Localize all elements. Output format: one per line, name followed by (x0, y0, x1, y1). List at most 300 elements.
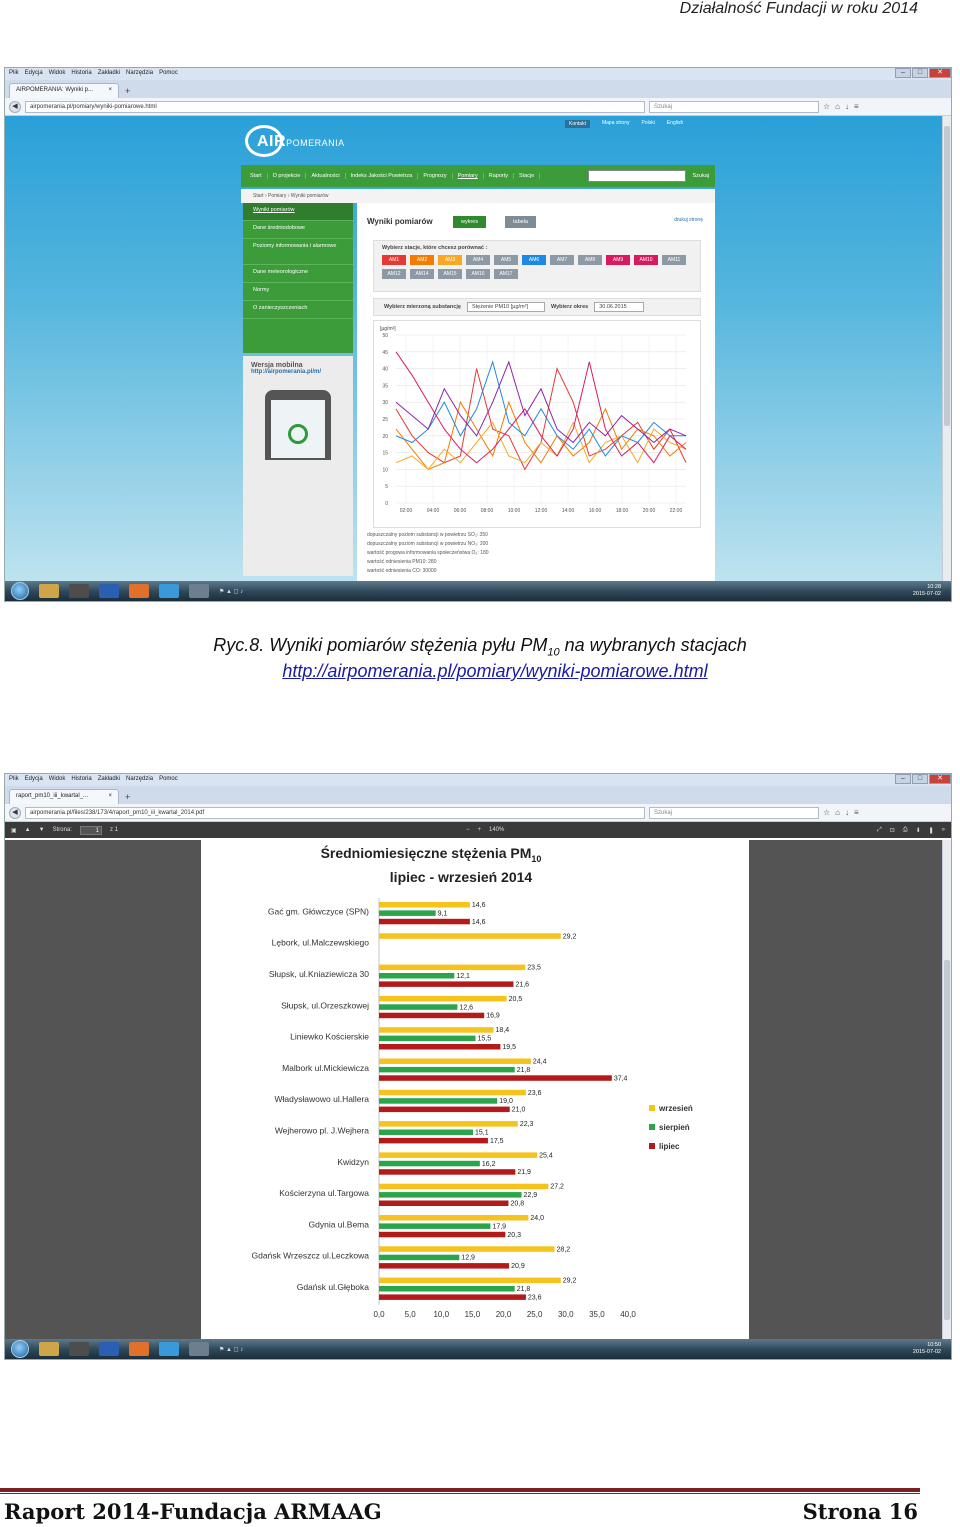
station-button[interactable]: AM8 (578, 255, 602, 265)
top-link-english[interactable]: English (666, 120, 684, 126)
menu-item[interactable]: Plik (9, 70, 19, 76)
browser-tabbar (5, 80, 951, 98)
word-icon[interactable] (99, 584, 119, 598)
legend-label: wrzesień (659, 1104, 693, 1113)
category-label: Gać gm. Główczyce (SPN) (267, 906, 369, 917)
system-tray-icons[interactable]: ⚑ ▲ ◻ ♪ (219, 588, 244, 595)
data-label: 23,5 (527, 964, 541, 972)
vertical-scrollbar[interactable] (942, 840, 951, 1341)
bar (379, 965, 525, 971)
data-label: 21,9 (517, 1169, 531, 1177)
data-label: 19,0 (499, 1098, 513, 1106)
stations-selector (373, 240, 701, 292)
firefox-icon[interactable] (129, 1342, 149, 1356)
data-label: 24,4 (532, 1058, 547, 1066)
bar (379, 1215, 528, 1221)
bar (379, 1130, 473, 1136)
bar (379, 1161, 480, 1167)
bar (379, 1138, 488, 1144)
data-label: 22,3 (519, 1121, 534, 1129)
zoom-in-icon[interactable]: + (477, 827, 481, 833)
download-icon[interactable]: ↓ (845, 808, 850, 817)
new-tab-icon[interactable]: + (125, 792, 131, 802)
internet-explorer-icon[interactable] (159, 1342, 179, 1356)
firefox-icon[interactable] (129, 584, 149, 598)
bar (379, 1223, 490, 1229)
bar (379, 1075, 612, 1081)
station-button[interactable]: AM16 (466, 269, 490, 279)
x-tick-label: 25,0 (526, 1309, 543, 1319)
new-tab-icon[interactable]: + (125, 86, 131, 96)
data-label: 17,9 (492, 1223, 507, 1231)
footer-rule-thick (0, 1488, 920, 1492)
site-main-nav (241, 165, 715, 187)
data-label: 29,2 (562, 1277, 577, 1285)
site-top-links (565, 120, 683, 128)
data-label: 12,6 (459, 1004, 474, 1012)
menu-item[interactable]: Plik (9, 776, 19, 782)
bar (379, 973, 454, 979)
open-icon[interactable]: ⊡ (889, 827, 895, 834)
zoom-out-icon[interactable]: − (465, 827, 470, 833)
zoom-level[interactable]: 140% (488, 827, 505, 833)
home-icon[interactable]: ⌂ (835, 808, 841, 817)
phone-icon (265, 390, 331, 460)
station-button[interactable]: AM17 (494, 269, 518, 279)
browser-search-input[interactable]: Szukaj (649, 101, 819, 113)
menu-item[interactable]: Historia (71, 776, 92, 782)
substance-select[interactable]: Stężenie PM10 [µg/m³] (467, 302, 545, 312)
tab-table[interactable]: tabela (505, 216, 536, 228)
bar (379, 1246, 555, 1252)
footer-page-number: Strona 16 (802, 1499, 918, 1524)
reference-note: wartość odniesienia CO: 30000 (367, 568, 437, 574)
category-label: Gdynia ul.Bema (308, 1219, 369, 1230)
save-icon[interactable]: ⬇ (915, 827, 921, 834)
bar (379, 1286, 515, 1292)
browser-tabbar (5, 786, 951, 804)
data-label: 14,6 (471, 902, 486, 909)
clock[interactable] (913, 1342, 951, 1356)
side-menu (243, 203, 353, 353)
caption-link[interactable]: http://airpomerania.pl/pomiary/wyniki-pomiarowe.html (282, 661, 708, 681)
legend-swatch (649, 1105, 655, 1111)
x-tick-label: 04:00 (426, 508, 440, 514)
data-label: 24,0 (530, 1215, 545, 1222)
clock[interactable] (913, 584, 951, 598)
reference-note: dopuszczalny poziom substancji w powietrzu SO₂: 350 (367, 532, 488, 538)
close-icon[interactable]: ✕ (929, 774, 951, 784)
bookmark-icon[interactable]: ❚ (928, 827, 934, 834)
pm10-line-chart-container (373, 320, 701, 528)
data-label: 29,2 (562, 933, 577, 941)
bar (379, 1121, 518, 1127)
window-controls (894, 774, 951, 784)
chart-subtitle: lipiec - wrzesień 2014 (389, 869, 533, 885)
menu-item[interactable]: Widok (48, 776, 66, 782)
period-select[interactable]: 30.06.2015 (594, 302, 644, 312)
windows-taskbar (5, 581, 951, 601)
bar (379, 902, 470, 908)
station-button[interactable]: AM2 (410, 255, 434, 265)
x-tick-label: 08:00 (480, 508, 494, 514)
nav-item[interactable]: Indeks Jakości Powietrza (346, 173, 419, 179)
data-label: 23,6 (527, 1089, 542, 1097)
browser-toolbar-icons (823, 102, 859, 111)
start-button-icon[interactable] (11, 582, 29, 600)
bar (379, 1013, 484, 1019)
fullscreen-icon[interactable]: ⤢ (876, 826, 882, 833)
legend-label: lipiec (659, 1142, 680, 1151)
period-label: Wybierz okres (551, 304, 589, 310)
x-tick-label: 22:00 (669, 508, 683, 514)
bar (379, 1067, 515, 1073)
x-tick-label: 18:00 (615, 508, 629, 514)
category-label: Malbork ul.Mickiewicza (282, 1062, 369, 1073)
bar (379, 1004, 457, 1010)
y-tick-label: 45 (382, 349, 388, 356)
data-label: 12,1 (456, 973, 470, 980)
y-tick-label: 5 (385, 484, 388, 491)
data-label: 20,3 (507, 1231, 521, 1239)
caption-prefix: Ryc.8. Wyniki pomiarów stężenia pyłu PM (213, 635, 548, 655)
results-title: Wyniki pomiarów (367, 217, 433, 226)
bar (379, 1169, 515, 1175)
bar (379, 996, 507, 1002)
x-tick-label: 35,0 (589, 1309, 605, 1319)
browser-menubar (5, 68, 951, 80)
y-tick-label: 0 (385, 501, 388, 507)
menu-item[interactable]: Edycja (24, 70, 43, 76)
data-label: 14,6 (471, 918, 486, 926)
data-label: 22,9 (523, 1192, 538, 1200)
tab-close-icon[interactable]: × (108, 87, 112, 93)
internet-explorer-icon[interactable] (159, 584, 179, 598)
pm10-monthly-bar-chart (201, 840, 749, 1341)
back-icon[interactable]: ◀ (9, 101, 21, 113)
bar (379, 919, 470, 925)
mobile-url[interactable]: http://airpomerania.pl/m/ (251, 369, 322, 375)
station-button[interactable]: AM11 (662, 255, 686, 265)
category-label: Kościerzyna ul.Targowa (279, 1188, 369, 1199)
data-label: 20,5 (508, 995, 523, 1003)
app-icon[interactable] (189, 1342, 209, 1356)
browser-tab[interactable] (9, 83, 119, 98)
pm10-line-chart (374, 321, 700, 527)
nav-item[interactable]: O projekcie (268, 173, 307, 179)
chart-title-subscript: 10 (531, 854, 542, 864)
caption-suffix: na wybranych stacjach (559, 635, 747, 655)
bar (379, 1294, 526, 1300)
x-tick-label: 02:00 (399, 508, 413, 514)
x-tick-label: 0,0 (373, 1309, 385, 1319)
more-tools-icon[interactable]: » (941, 827, 945, 833)
data-label: 19,5 (502, 1044, 517, 1051)
station-button[interactable]: AM5 (494, 255, 518, 265)
figure-caption (0, 635, 960, 659)
menu-item[interactable]: Edycja (24, 776, 43, 782)
data-label: 37,4 (613, 1075, 628, 1083)
menu-item[interactable]: Historia (71, 70, 92, 76)
category-label: Władysławowo ul.Hallera (274, 1094, 369, 1105)
star-icon[interactable]: ☆ (823, 808, 831, 817)
star-icon[interactable]: ☆ (823, 102, 831, 111)
clock-time: 10:28 (927, 584, 941, 590)
x-tick-label: 20:00 (642, 508, 656, 514)
data-label: 25,4 (539, 1152, 553, 1160)
bar (379, 1059, 531, 1065)
data-label: 27,2 (550, 1183, 564, 1191)
side-menu-item[interactable]: Poziomy informowania i alarmowe (243, 239, 353, 265)
menu-item[interactable]: Pomoc (159, 70, 178, 76)
data-label: 9,1 (437, 910, 448, 918)
station-button[interactable]: AM6 (522, 255, 546, 265)
category-label: Słupsk, ul.Kniaziewicza 30 (268, 969, 369, 979)
reference-notes (367, 531, 489, 576)
data-label: 18,4 (495, 1027, 510, 1035)
station-button[interactable]: AM14 (410, 269, 434, 279)
bar (379, 910, 436, 916)
download-icon[interactable]: ↓ (845, 102, 850, 111)
browser-search-input[interactable]: Szukaj (649, 807, 819, 819)
site-search-input[interactable] (588, 170, 686, 182)
bar (379, 1044, 500, 1050)
station-button[interactable]: AM7 (550, 255, 574, 265)
x-tick-label: 10:00 (507, 508, 521, 514)
pdf-toolbar (5, 822, 951, 838)
category-label: Kwidzyn (337, 1156, 369, 1167)
side-menu-item[interactable]: Dane meteorologiczne (243, 265, 353, 283)
nav-item[interactable]: Aktualności (306, 173, 345, 179)
vertical-scrollbar[interactable] (942, 116, 951, 583)
station-button[interactable]: AM9 (606, 255, 630, 265)
x-tick-label: 40,0 (620, 1309, 636, 1319)
x-tick-label: 30,0 (557, 1309, 574, 1319)
station-button[interactable]: AM1 (382, 255, 406, 265)
back-icon[interactable]: ◀ (9, 807, 21, 819)
reference-note: wartość odniesienia PM10: 280 (367, 559, 437, 565)
data-label: 21,8 (516, 1066, 531, 1074)
tab-title: raport_pm10_iii_kwartal_... (16, 793, 89, 799)
y-tick-label: 20 (382, 433, 388, 440)
bar (379, 1192, 522, 1198)
x-tick-label: 12:00 (534, 508, 548, 514)
browser-tab[interactable] (9, 789, 119, 804)
legend-swatch (649, 1124, 655, 1130)
page-up-icon[interactable]: ▲ (24, 827, 31, 833)
side-menu-item[interactable]: Wyniki pomiarów (243, 203, 353, 221)
minimize-icon[interactable]: – (895, 68, 911, 78)
explorer-icon[interactable] (39, 1342, 59, 1356)
sidebar-toggle-icon[interactable]: ▣ (11, 827, 17, 834)
x-tick-label: 5,0 (404, 1309, 416, 1319)
side-menu-item[interactable]: Normy (243, 283, 353, 301)
menu-item[interactable]: Pomoc (159, 776, 178, 782)
menu-item[interactable]: Zakładki (97, 776, 121, 782)
windows-taskbar (5, 1339, 951, 1359)
page-label: Strona: (52, 827, 72, 833)
word-icon[interactable] (99, 1342, 119, 1356)
data-label: 20,9 (511, 1263, 525, 1271)
station-button[interactable]: AM12 (382, 269, 406, 279)
data-label: 23,6 (527, 1294, 542, 1302)
nav-item[interactable]: Raporty (484, 173, 514, 179)
window-controls (894, 68, 951, 78)
station-button[interactable]: AM4 (466, 255, 490, 265)
breadcrumb: Start › Pomiary › Wyniki pomiarów (241, 189, 715, 203)
chart-title (321, 844, 542, 864)
bar (379, 933, 561, 939)
y-tick-label: 25 (382, 417, 388, 423)
start-button-icon[interactable] (11, 1340, 29, 1358)
menu-item[interactable]: Narzędzia (126, 70, 154, 76)
substance-period-bar (373, 298, 701, 316)
bar (379, 1036, 475, 1042)
mobile-version-box[interactable] (243, 356, 353, 576)
tab-title: AIRPOMERANIA: Wyniki p... (16, 87, 93, 93)
stations-label: Wybierz stacje, które chcesz porównać : (382, 245, 488, 251)
explorer-icon[interactable] (39, 584, 59, 598)
legend-label: sierpień (659, 1123, 690, 1132)
y-tick-label: 30 (382, 400, 388, 407)
bar (379, 1201, 508, 1207)
nav-item[interactable]: Prognozy (418, 173, 452, 179)
data-label: 12,9 (461, 1254, 475, 1262)
bar (379, 1152, 537, 1158)
y-tick-label: 35 (382, 383, 388, 390)
clock-time: 10:50 (927, 1342, 941, 1348)
bar (379, 1184, 548, 1190)
substance-label: Wybierz mierzoną substancję (384, 304, 461, 310)
bar (379, 1027, 494, 1033)
side-menu-item[interactable]: Dane średniodobowe (243, 221, 353, 239)
station-button[interactable]: AM15 (438, 269, 462, 279)
app-icon[interactable] (189, 584, 209, 598)
bar (379, 1263, 509, 1269)
station-button[interactable]: AM3 (438, 255, 462, 265)
reference-note: wartość progowa informowania społeczeństwa O₃: 180 (367, 550, 489, 556)
maximize-icon[interactable]: □ (912, 68, 928, 78)
station-button[interactable]: AM10 (634, 255, 658, 265)
x-tick-label: 15,0 (464, 1309, 481, 1319)
page-number-input[interactable]: 1 (80, 826, 102, 835)
category-label: Słupsk, ul.Orzeszkowej (281, 1000, 369, 1011)
data-label: 21,6 (515, 981, 530, 989)
x-tick-label: 14:00 (561, 508, 575, 514)
data-label: 16,9 (486, 1012, 500, 1020)
data-label: 17,5 (489, 1137, 504, 1145)
top-link-sitemap[interactable]: Mapa strony (601, 120, 630, 126)
results-panel (357, 203, 715, 583)
caption-subscript: 10 (547, 646, 560, 659)
bar (379, 1255, 459, 1261)
menu-icon[interactable]: ≡ (854, 102, 859, 111)
bar (379, 1232, 505, 1238)
category-label: Lębork, ul.Malczewskiego (271, 937, 369, 948)
stations-list (374, 255, 704, 279)
scrollbar-thumb[interactable] (944, 960, 950, 1320)
x-tick-label: 10,0 (433, 1309, 450, 1319)
pdf-viewer-area (5, 840, 942, 1341)
nav-item[interactable]: Pomiary (453, 173, 484, 179)
y-tick-label: 10 (382, 467, 388, 474)
airpomerania-logo[interactable] (245, 123, 365, 161)
browser-navbar (5, 804, 951, 822)
menu-item[interactable]: Widok (48, 70, 66, 76)
side-menu-item[interactable]: O zanieczyszczeniach (243, 301, 353, 319)
menu-icon[interactable]: ≡ (854, 808, 859, 817)
menu-item[interactable]: Narzędzia (126, 776, 154, 782)
bar (379, 1107, 510, 1113)
menu-item[interactable]: Zakładki (97, 70, 121, 76)
url-bar[interactable]: airpomerania.pl/pomiary/wyniki-pomiarowe.html (25, 101, 645, 113)
logo-main: AIR (257, 133, 287, 150)
x-tick-label: 16:00 (588, 508, 602, 514)
bar (379, 1278, 561, 1284)
footer-report-title: Raport 2014-Fundacja ARMAAG (4, 1499, 382, 1524)
mobile-title: Wersja mobilna (251, 362, 303, 369)
top-link-contact[interactable]: Kontakt (565, 120, 590, 128)
browser-navbar (5, 98, 951, 116)
print-link[interactable]: drukuj stronę (674, 217, 703, 223)
bar (379, 1098, 497, 1104)
close-icon[interactable]: ✕ (929, 68, 951, 78)
category-label: Gdańsk Wrzeszcz ul.Leczkowa (251, 1250, 369, 1261)
category-label: Gdańsk ul.Głęboka (296, 1282, 369, 1292)
media-player-icon[interactable] (69, 584, 89, 598)
minimize-icon[interactable]: – (895, 774, 911, 784)
browser-screenshot-airpomerania (4, 67, 952, 602)
browser-toolbar-icons (823, 808, 859, 817)
site-search-button[interactable]: Szukaj (692, 173, 709, 179)
tab-chart[interactable]: wykres (453, 216, 486, 228)
print-icon[interactable]: ⎙ (902, 826, 908, 833)
nav-item[interactable]: Stacje (514, 173, 540, 179)
logo-sub: POMERANIA (286, 138, 345, 148)
nav-item[interactable]: Start (245, 173, 268, 179)
data-label: 21,8 (516, 1286, 531, 1293)
bar (379, 1090, 526, 1096)
y-tick-label: 50 (382, 333, 388, 339)
y-tick-label: 40 (382, 366, 388, 373)
chart-title-main: Średniomiesięczne stężenia PM (320, 845, 532, 861)
home-icon[interactable]: ⌂ (835, 102, 841, 111)
bar (379, 981, 513, 987)
data-label: 15,1 (474, 1129, 489, 1137)
data-label: 15,5 (477, 1035, 492, 1043)
x-tick-label: 06:00 (453, 508, 467, 514)
system-tray-icons[interactable]: ⚑ ▲ ◻ ♪ (219, 1346, 244, 1353)
pdf-page (201, 840, 749, 1341)
page-down-icon[interactable]: ▼ (38, 827, 45, 833)
browser-menubar (5, 774, 951, 786)
data-label: 20,8 (510, 1200, 525, 1208)
tab-close-icon[interactable]: × (108, 793, 112, 799)
top-link-polish[interactable]: Polski (641, 120, 655, 126)
data-label: 28,2 (556, 1246, 571, 1254)
scrollbar-thumb[interactable] (944, 126, 950, 426)
browser-screenshot-pdf-report (4, 773, 952, 1360)
clock-date: 2015-07-02 (912, 1349, 941, 1355)
data-label: 21,0 (511, 1106, 526, 1114)
y-axis-label: [µg/m³] (380, 326, 396, 332)
media-player-icon[interactable] (69, 1342, 89, 1356)
url-bar[interactable]: airpomerania.pl/files/238/173/4/raport_pm10_iii_kwartal_2014.pdf (25, 807, 645, 819)
x-tick-label: 20,0 (495, 1309, 512, 1319)
maximize-icon[interactable]: □ (912, 774, 928, 784)
category-label: Wejherowo pl. J.Wejhera (274, 1125, 369, 1136)
page-total: z 1 (109, 827, 118, 833)
